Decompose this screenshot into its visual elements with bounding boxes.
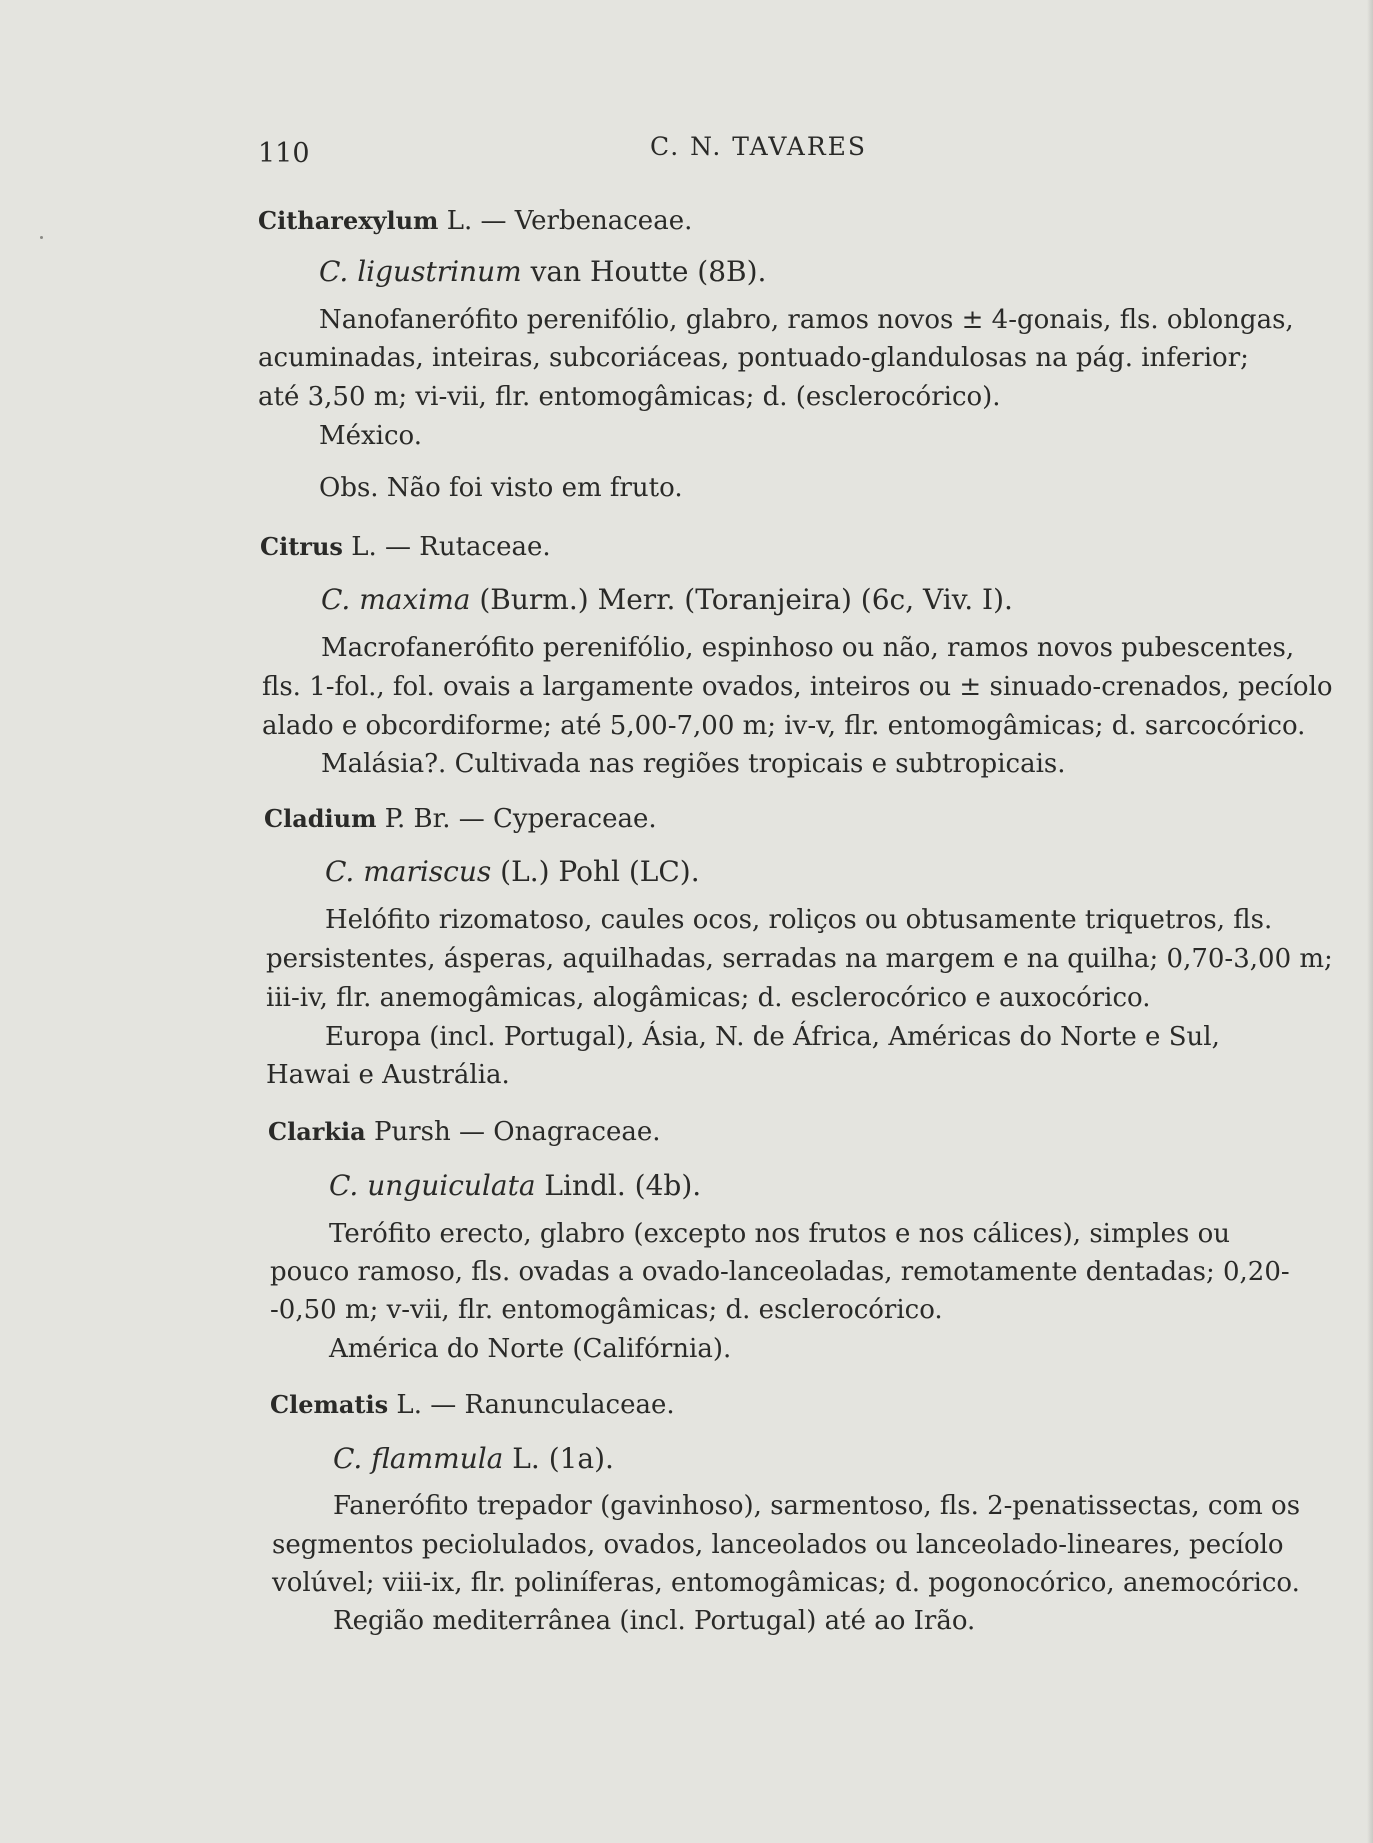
species-authority: (L.) Pohl (LC). — [500, 855, 700, 888]
genus-name: Clematis — [270, 1390, 389, 1419]
description-line: Terófito erecto, glabro (excepto nos frutos e nos cálices), simples ou — [329, 1219, 1230, 1249]
species-name: C. ligustrinum — [319, 255, 522, 288]
genus-dash: — — [384, 532, 411, 562]
description-line: Helófito rizomatoso, caules ocos, roliços ou obtusamente triquetros, fls. — [325, 905, 1273, 935]
distribution-line: Hawai e Austrália. — [266, 1060, 510, 1090]
genus-heading — [260, 534, 551, 560]
distribution-line: México. — [319, 421, 423, 451]
family-name: Onagraceae. — [493, 1117, 661, 1147]
description-line: -0,50 m; v-vii, flr. entomogâmicas; d. esclerocórico. — [270, 1295, 943, 1325]
page-edge-shadow — [1367, 0, 1373, 1843]
description-line: Fanerófito trepador (gavinhoso), sarmentoso, fls. 2-penatissectas, com os — [333, 1491, 1301, 1521]
genus-authority: P. Br. — [384, 804, 451, 834]
species-name: C. unguiculata — [329, 1169, 536, 1202]
description-line: Nanofanerófito perenifólio, glabro, ramos novos ± 4-gonais, fls. oblongas, — [319, 305, 1294, 335]
genus-heading — [264, 806, 657, 832]
genus-dash: — — [459, 1117, 486, 1147]
description-line: segmentos peciolulados, ovados, lanceolados ou lanceolado-lineares, pecíolo — [272, 1530, 1284, 1560]
species-heading — [319, 255, 767, 288]
paper-speck — [40, 236, 43, 239]
distribution-line: Europa (incl. Portugal), Ásia, N. de África, Américas do Norte e Sul, — [325, 1022, 1220, 1052]
genus-heading — [268, 1119, 661, 1145]
genus-heading — [270, 1392, 675, 1418]
genus-authority: L. — [446, 206, 473, 236]
species-name: C. maxima — [321, 583, 471, 616]
running-header-author: C. N. TAVARES — [650, 132, 868, 161]
genus-name: Citrus — [260, 532, 343, 561]
genus-authority: L. — [351, 532, 377, 562]
description-line: volúvel; viii-ix, flr. poliníferas, entomogâmicas; d. pogonocórico, anemocórico. — [272, 1568, 1300, 1598]
description-line: Macrofanerófito perenifólio, espinhoso ou não, ramos novos pubescentes, — [321, 633, 1295, 663]
genus-dash: — — [458, 804, 485, 834]
species-authority: van Houtte (8B). — [530, 255, 767, 288]
description-line: fls. 1-fol., fol. ovais a largamente ovados, inteiros ou ± sinuado-crenados, pecíolo — [262, 672, 1333, 702]
genus-dash: — — [430, 1390, 457, 1420]
species-authority: (Burm.) Merr. (Toranjeira) (6c, Viv. I). — [479, 583, 1013, 616]
genus-dash: — — [480, 206, 507, 236]
species-heading — [333, 1442, 614, 1475]
description-line: persistentes, ásperas, aquilhadas, serradas na margem e na quilha; 0,70-3,00 m; — [266, 944, 1333, 974]
species-name: C. flammula — [333, 1442, 504, 1475]
family-name: Verbenaceae. — [514, 206, 693, 236]
description-line: pouco ramoso, fls. ovadas a ovado-lanceoladas, remotamente dentadas; 0,20- — [270, 1257, 1290, 1287]
genus-authority: L. — [396, 1390, 422, 1420]
family-name: Rutaceae. — [419, 532, 551, 562]
species-heading — [325, 855, 700, 888]
description-line: iii-iv, flr. anemogâmicas, alogâmicas; d. esclerocórico e auxocórico. — [266, 983, 1151, 1013]
species-authority: L. (1a). — [512, 1442, 614, 1475]
observation-line: Obs. Não foi visto em fruto. — [319, 473, 683, 503]
genus-heading — [258, 208, 692, 234]
genus-name: Cladium — [264, 804, 377, 833]
distribution-line: América do Norte (Califórnia). — [329, 1334, 732, 1364]
family-name: Cyperaceae. — [493, 804, 657, 834]
species-heading — [321, 583, 1013, 616]
distribution-line: Malásia?. Cultivada nas regiões tropicais e subtropicais. — [321, 749, 1066, 779]
description-line: acuminadas, inteiras, subcoriáceas, pontuado-glandulosas na pág. inferior; — [258, 343, 1249, 373]
family-name: Ranunculaceae. — [464, 1390, 675, 1420]
species-heading — [329, 1169, 702, 1202]
genus-name: Clarkia — [268, 1117, 366, 1146]
genus-authority: Pursh — [373, 1117, 451, 1147]
genus-name: Citharexylum — [258, 206, 439, 235]
distribution-line: Região mediterrânea (incl. Portugal) até ao Irão. — [333, 1606, 976, 1636]
page-number: 110 — [258, 138, 310, 169]
species-name: C. mariscus — [325, 855, 492, 888]
description-line: alado e obcordiforme; até 5,00-7,00 m; iv-v, flr. entomogâmicas; d. sarcocórico. — [262, 711, 1306, 741]
species-authority: Lindl. (4b). — [544, 1169, 702, 1202]
description-line: até 3,50 m; vi-vii, flr. entomogâmicas; d. (esclerocórico). — [258, 382, 1001, 412]
